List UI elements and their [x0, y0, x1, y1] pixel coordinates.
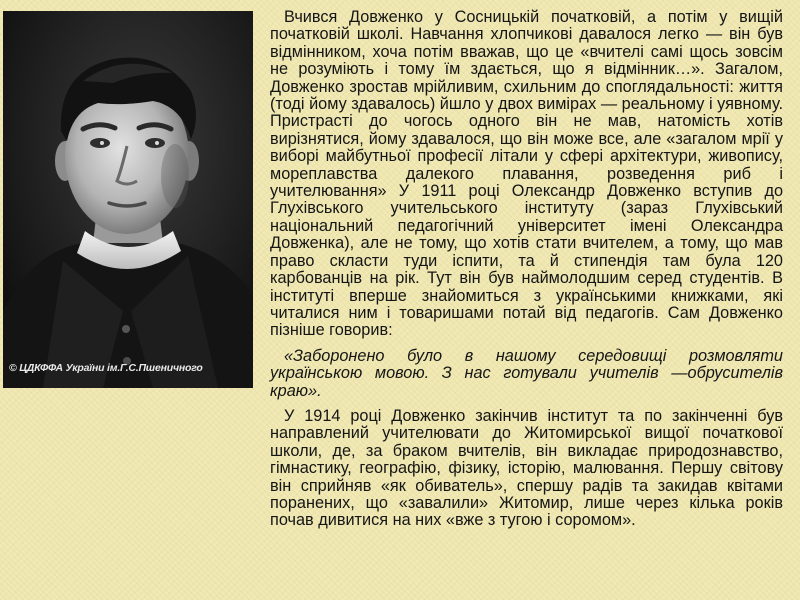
paragraph-teaching: У 1914 році Довженко закінчив інститут та по закінченні був направлений учителювати до Житомирської вищої початкової школи, де, за браком вчителів, він викладає природознавство, гімнастику, географію, фізику, історію, малювання. Першу світову він сприйняв «як обиватель», спершу радів та закидав квітами поранених, що «завалили» Житомир, лише через кілька років почав дивитися на них «вже з тугою і соромом». [270, 406, 783, 530]
photo-caption: © ЦДКФФА України ім.Г.С.Пшеничного [9, 362, 203, 374]
article-text [270, 9, 783, 538]
portrait-photo [3, 11, 253, 388]
quote-paragraph: «Заборонено було в нашому середовищі розмовляти українською мовою. З нас готували учителів —обрусителів краю». [270, 346, 783, 400]
portrait-illustration [3, 11, 253, 388]
paragraph-education: Вчився Довженко у Сосницькій початковій, а потім у вищій початковій школі. Навчання хлопчикові давалося легко — він був відмінником, хоча потім вважав, що це «вчителі самі щось зовсім не розуміють і тому їм здається, що я відмінник…». Загалом, Довженко зростав мрійливим, схильним до споглядальності: життя (тоді йому здавалось) йшло у двох вимірах — реальному і уявному. Пристрасті до чогось одного він не мав, натомість хотів вирізнятися, йому здавалося, що він може все, але «загалом мрії у виборі майбутньої професії літали у сфері архітектури, живопису, мореплавства далекого плавання, розведення риб і учителювання» У 1911 році Олександр Довженко вступив до Глухівського учительського інституту (зараз Глухівський національний педагогічний університет імені Олександра Довженка), але не тому, що хотів стати вчителем, а тому, що мав право скласти туди іспити, та й стипендія там була 120 карбованців на рік. Тут він був наймолодшим серед студентів. В інституті вперше знайомиться з українськими книжками, які читалися ним і товаришами потай від педагогів. Сам Довженко пізніше говорив: [270, 8, 783, 340]
